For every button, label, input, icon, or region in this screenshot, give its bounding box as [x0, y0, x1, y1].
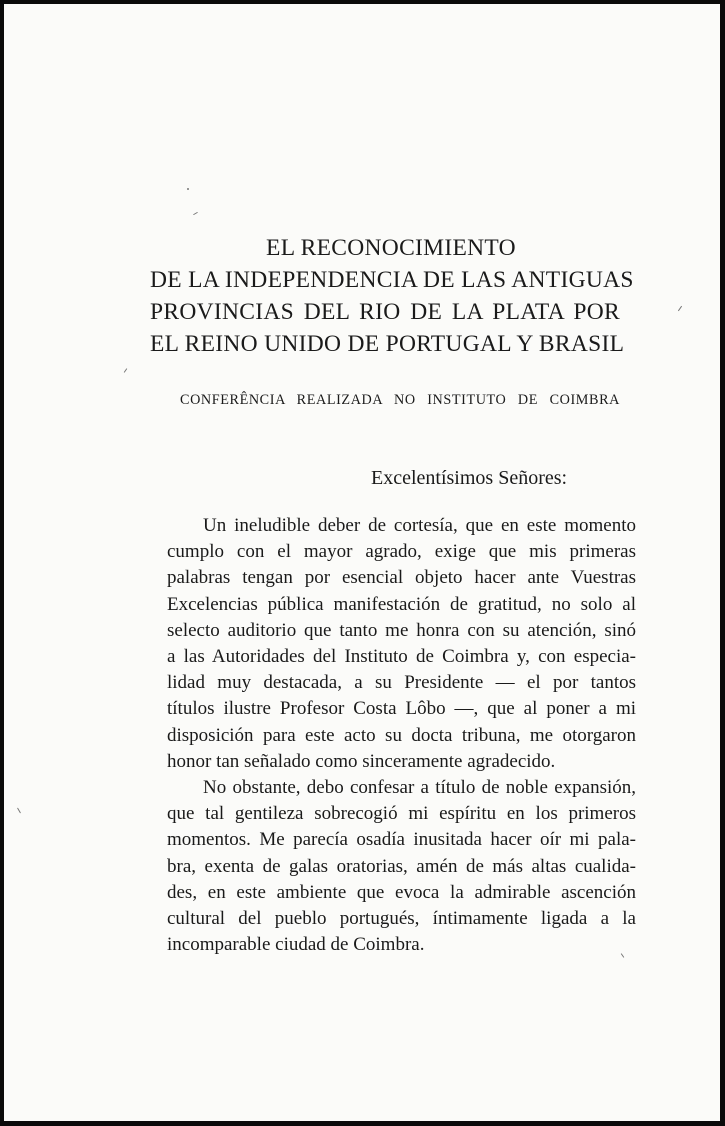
salutation: Excelentísimos Señores: — [371, 467, 568, 489]
text-line: incomparable ciudad de Coimbra. — [167, 934, 425, 956]
scan-speck — [678, 306, 682, 311]
text-line: a las Autoridades del Instituto de Coimbra y, con especia- — [167, 646, 636, 668]
text-line: Excelencias pública manifestación de gratitud, no solo al — [167, 593, 636, 615]
conference-subtitle: CONFERÊNCIA REALIZADA NO INSTITUTO DE COIMBRA — [180, 392, 620, 408]
paragraph-1 — [167, 513, 636, 775]
paragraph-2 — [167, 775, 636, 958]
text-line: cumplo con el mayor agrado, exige que mis primeras — [167, 541, 636, 563]
title-line: EL RECONOCIMIENTO — [266, 235, 516, 261]
text-line: No obstante, debo confesar a título de noble expansión, — [203, 777, 636, 799]
text-line: que tal gentileza sobrecogió mi espíritu en los primeros — [167, 803, 636, 825]
text-line: momentos. Me parecía osadía inusitada hacer oír mi pala- — [167, 829, 636, 851]
text-line: Un ineludible deber de cortesía, que en este momento — [203, 515, 636, 536]
text-line: lidad muy destacada, a su Presidente — el por tantos — [167, 672, 636, 694]
text-line: palabras tengan por esencial objeto hacer ante Vuestras — [167, 567, 636, 589]
text-line: disposición para este acto su docta tribuna, me otorgaron — [167, 724, 636, 746]
document-title — [150, 232, 634, 360]
title-line: DE LA INDEPENDENCIA DE LAS ANTIGUAS — [150, 267, 634, 293]
text-line: títulos ilustre Profesor Costa Lôbo —, que al poner a mi — [167, 698, 636, 720]
body-text — [167, 513, 636, 958]
scan-speck — [124, 368, 128, 373]
title-line: EL REINO UNIDO DE PORTUGAL Y BRASIL — [150, 331, 625, 357]
text-line: selecto auditorio que tanto me honra con su atención, sinó — [167, 619, 636, 641]
scan-speck — [193, 212, 198, 215]
text-line: honor tan señalado como sinceramente agradecido. — [167, 750, 556, 772]
text-line: cultural del pueblo portugués, íntimamente ligada a la — [167, 908, 636, 930]
text-line: des, en este ambiente que evoca la admirable ascención — [167, 881, 636, 903]
title-line: PROVINCIAS DEL RIO DE LA PLATA POR — [150, 299, 620, 325]
scan-speck — [187, 188, 189, 190]
scan-speck — [17, 808, 21, 814]
text-line: bra, exenta de galas oratorias, amén de más altas cualida- — [167, 855, 636, 877]
